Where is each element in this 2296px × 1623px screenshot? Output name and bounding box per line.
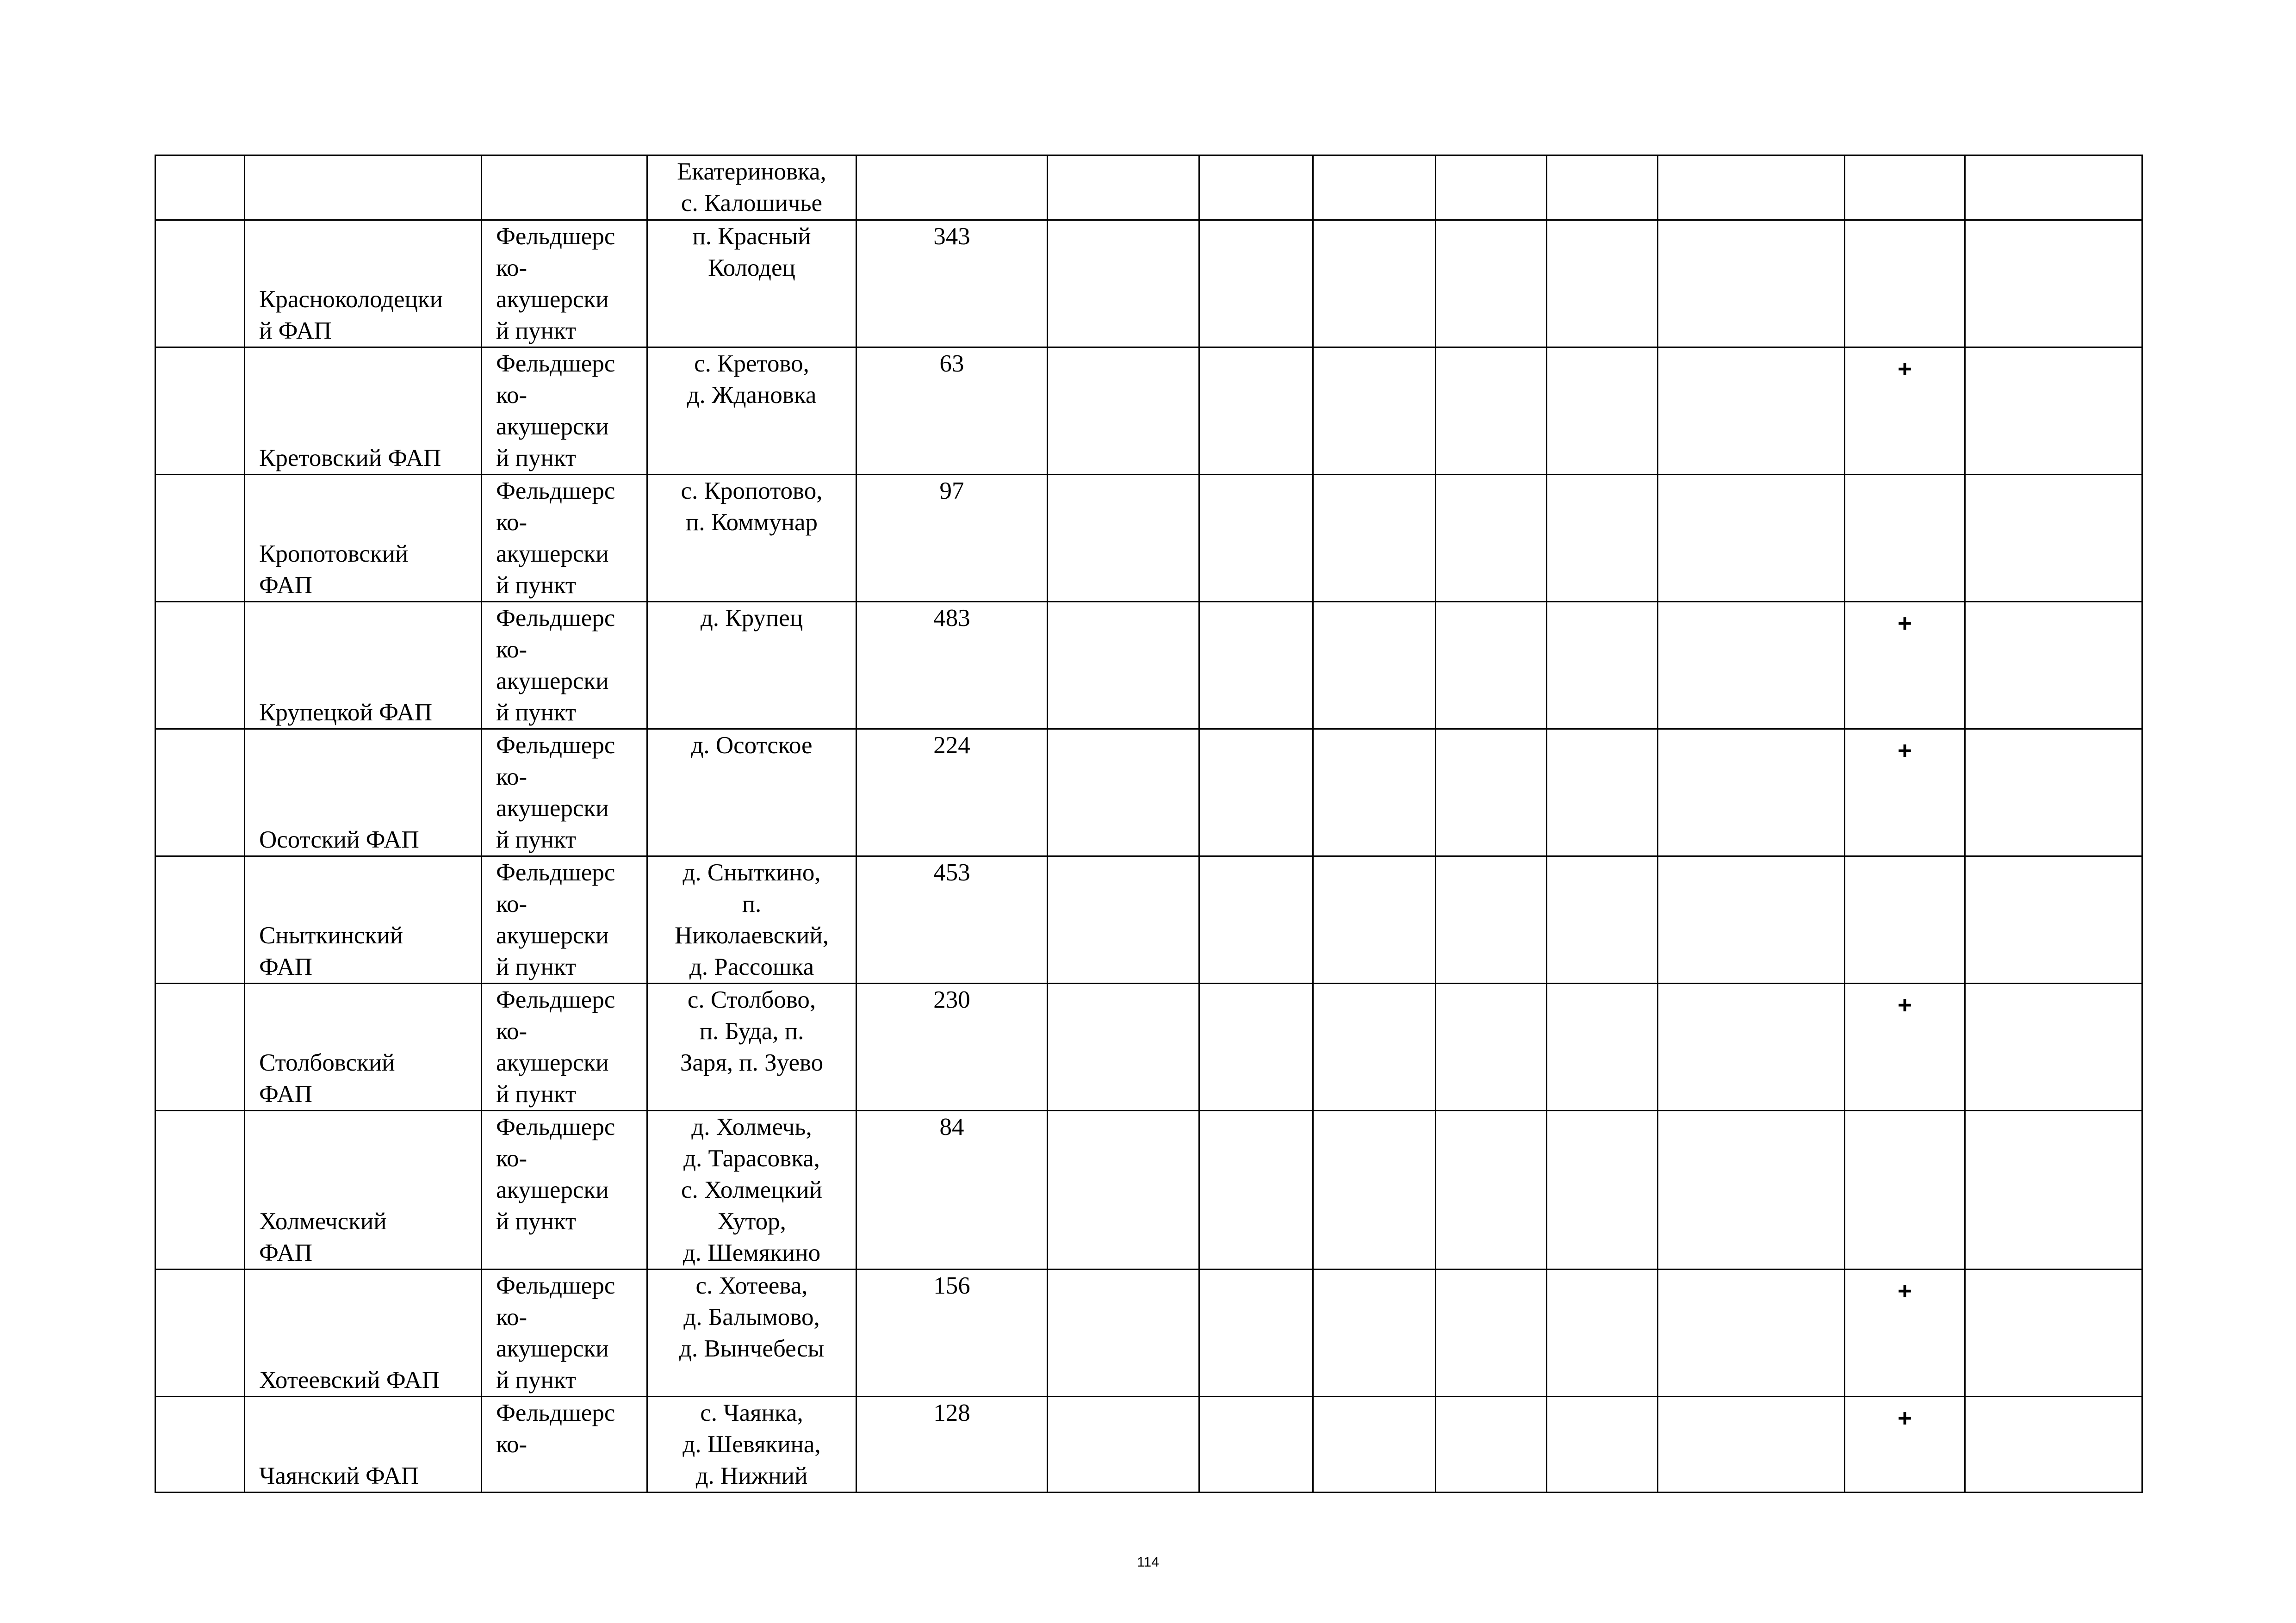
cell-locations: п. Красный Колодец [647,220,856,347]
cell-facility-type: Фельдшерс ко- акушерски й пункт [482,729,647,856]
cell-empty [1965,1270,2142,1397]
cell-index [155,220,245,347]
cell-empty [1313,347,1436,475]
cell-empty [1436,475,1547,602]
cell-empty [1313,729,1436,856]
cell-index [155,1397,245,1493]
cell-empty [1658,602,1845,729]
cell-index [155,856,245,984]
cell-empty [1436,729,1547,856]
cell-empty [1436,1270,1547,1397]
cell-empty [1658,856,1845,984]
table-row [155,984,2142,1111]
cell-empty [1965,602,2142,729]
page-number: 114 [1137,1555,1159,1570]
cell-empty [1547,729,1658,856]
cell-empty [1658,1111,1845,1270]
cell-index [155,984,245,1111]
cell-empty [1436,602,1547,729]
cell-facility-name: Чаянский ФАП [245,1397,482,1493]
cell-mark [1845,220,1965,347]
table-row [155,347,2142,475]
cell-locations: с. Кропотово, п. Коммунар [647,475,856,602]
table-row [155,1270,2142,1397]
cell-mark: + [1845,347,1965,475]
cell-locations: Екатериновка, с. Калошичье [647,155,856,220]
cell-locations: д. Осотское [647,729,856,856]
cell-empty [1658,220,1845,347]
cell-number: 84 [856,1111,1048,1270]
cell-number: 483 [856,602,1048,729]
cell-empty [1547,475,1658,602]
cell-facility-type: Фельдшерс ко- акушерски й пункт [482,984,647,1111]
cell-empty [1199,1397,1313,1493]
cell-empty [1436,856,1547,984]
cell-mark: + [1845,1397,1965,1493]
cell-empty [1436,220,1547,347]
cell-empty [1313,1397,1436,1493]
cell-empty [1048,602,1199,729]
cell-empty [1436,1397,1547,1493]
cell-facility-name: Красноколодецки й ФАП [245,220,482,347]
cell-number: 224 [856,729,1048,856]
cell-empty [1199,347,1313,475]
cell-number [856,155,1048,220]
cell-empty [1048,475,1199,602]
cell-mark [1845,155,1965,220]
cell-empty [1199,1111,1313,1270]
cell-empty [1048,155,1199,220]
cell-mark: + [1845,729,1965,856]
cell-empty [1658,1270,1845,1397]
table-row [155,1111,2142,1270]
cell-empty [1436,347,1547,475]
cell-empty [1048,984,1199,1111]
cell-facility-type [482,155,647,220]
cell-number: 343 [856,220,1048,347]
cell-facility-type: Фельдшерс ко- акушерски й пункт [482,1111,647,1270]
cell-locations: с. Чаянка, д. Шевякина, д. Нижний [647,1397,856,1493]
cell-empty [1547,220,1658,347]
cell-facility-name: Кретовский ФАП [245,347,482,475]
cell-facility-name: Осотский ФАП [245,729,482,856]
facilities-table [155,155,2143,1493]
cell-empty [1313,602,1436,729]
cell-empty [1199,220,1313,347]
cell-facility-type: Фельдшерс ко- акушерски й пункт [482,347,647,475]
cell-empty [1965,1111,2142,1270]
cell-empty [1965,856,2142,984]
cell-mark [1845,856,1965,984]
cell-locations: д. Сныткино, п. Николаевский, д. Рассошка [647,856,856,984]
cell-locations: с. Кретово, д. Ждановка [647,347,856,475]
table-row [155,155,2142,220]
cell-empty [1199,155,1313,220]
cell-index [155,602,245,729]
cell-empty [1199,729,1313,856]
cell-index [155,1270,245,1397]
cell-index [155,155,245,220]
cell-locations: д. Крупец [647,602,856,729]
cell-number: 63 [856,347,1048,475]
cell-facility-name: Сныткинский ФАП [245,856,482,984]
cell-empty [1313,984,1436,1111]
cell-empty [1048,1397,1199,1493]
cell-empty [1658,155,1845,220]
cell-empty [1313,155,1436,220]
cell-locations: д. Холмечь, д. Тарасовка, с. Холмецкий Хутор, д. Шемякино [647,1111,856,1270]
table-row [155,475,2142,602]
cell-empty [1048,1270,1199,1397]
cell-empty [1965,984,2142,1111]
cell-number: 453 [856,856,1048,984]
cell-empty [1313,856,1436,984]
cell-index [155,1111,245,1270]
table-row [155,729,2142,856]
cell-empty [1658,475,1845,602]
cell-mark: + [1845,1270,1965,1397]
cell-facility-name: Хотеевский ФАП [245,1270,482,1397]
cell-mark: + [1845,602,1965,729]
table-row [155,856,2142,984]
cell-empty [1547,856,1658,984]
cell-facility-name: Холмечский ФАП [245,1111,482,1270]
cell-empty [1199,984,1313,1111]
cell-empty [1965,1397,2142,1493]
cell-empty [1048,729,1199,856]
cell-empty [1965,729,2142,856]
cell-facility-type: Фельдшерс ко- [482,1397,647,1493]
cell-index [155,347,245,475]
cell-empty [1313,1111,1436,1270]
table-row [155,1397,2142,1493]
cell-empty [1547,347,1658,475]
cell-empty [1436,155,1547,220]
cell-empty [1658,729,1845,856]
cell-mark [1845,475,1965,602]
cell-empty [1658,1397,1845,1493]
cell-empty [1965,220,2142,347]
cell-empty [1313,1270,1436,1397]
cell-empty [1199,1270,1313,1397]
cell-number: 97 [856,475,1048,602]
cell-number: 156 [856,1270,1048,1397]
cell-index [155,729,245,856]
cell-empty [1547,1397,1658,1493]
cell-facility-name: Столбовский ФАП [245,984,482,1111]
cell-facility-type: Фельдшерс ко- акушерски й пункт [482,475,647,602]
cell-empty [1313,220,1436,347]
cell-empty [1547,1111,1658,1270]
cell-empty [1048,347,1199,475]
cell-locations: с. Столбово, п. Буда, п. Заря, п. Зуево [647,984,856,1111]
cell-empty [1658,347,1845,475]
cell-mark: + [1845,984,1965,1111]
cell-empty [1547,1270,1658,1397]
table-row [155,602,2142,729]
cell-number: 128 [856,1397,1048,1493]
cell-empty [1436,984,1547,1111]
cell-mark [1845,1111,1965,1270]
cell-empty [1048,856,1199,984]
cell-empty [1547,155,1658,220]
cell-empty [1199,475,1313,602]
cell-empty [1313,475,1436,602]
cell-empty [1048,220,1199,347]
cell-facility-type: Фельдшерс ко- акушерски й пункт [482,1270,647,1397]
cell-facility-type: Фельдшерс ко- акушерски й пункт [482,220,647,347]
cell-empty [1658,984,1845,1111]
cell-empty [1199,602,1313,729]
cell-number: 230 [856,984,1048,1111]
cell-facility-type: Фельдшерс ко- акушерски й пункт [482,602,647,729]
table-row [155,220,2142,347]
cell-facility-type: Фельдшерс ко- акушерски й пункт [482,856,647,984]
cell-locations: с. Хотеева, д. Балымово, д. Вынчебесы [647,1270,856,1397]
cell-facility-name: Крупецкой ФАП [245,602,482,729]
cell-empty [1547,602,1658,729]
cell-facility-name: Кропотовский ФАП [245,475,482,602]
cell-facility-name [245,155,482,220]
cell-index [155,475,245,602]
cell-empty [1436,1111,1547,1270]
cell-empty [1547,984,1658,1111]
cell-empty [1965,347,2142,475]
cell-empty [1199,856,1313,984]
cell-empty [1965,155,2142,220]
cell-empty [1048,1111,1199,1270]
cell-empty [1965,475,2142,602]
